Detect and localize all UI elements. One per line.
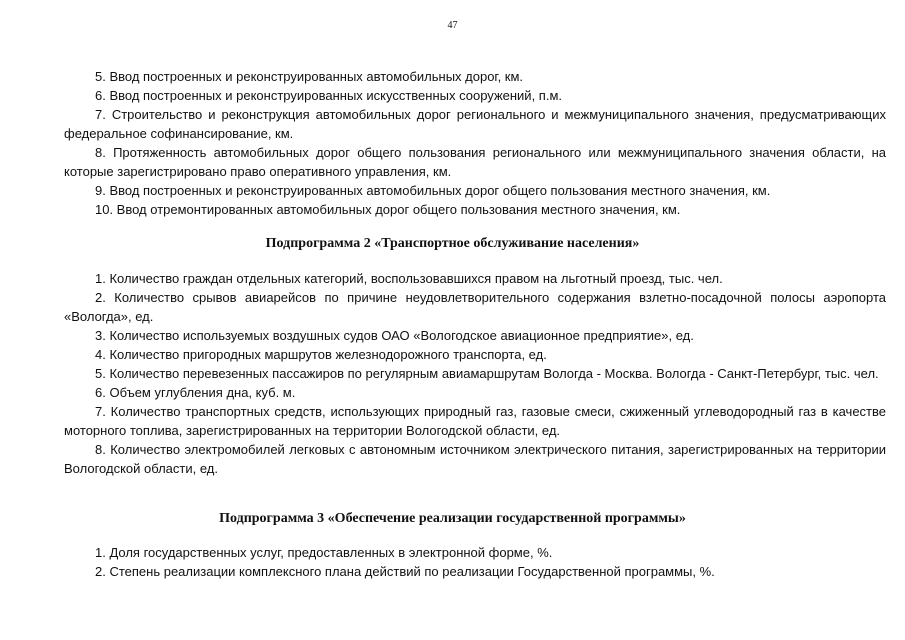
- list-item: 10. Ввод отремонтированных автомобильных дорог общего пользования местного значения, км.: [95, 202, 681, 217]
- subprogram3-list: [64, 543, 886, 581]
- subprogram2-title: Подпрограмма 2 «Транспортное обслуживание населения»: [265, 236, 640, 251]
- list-item: 2. Степень реализации комплексного плана действий по реализации Государственной программы, %.: [95, 564, 715, 579]
- list-item: 5. Ввод построенных и реконструированных автомобильных дорог, км.: [95, 69, 524, 84]
- list-item: 6. Объем углубления дна, куб. м.: [95, 385, 296, 400]
- list-item: 8. Количество электромобилей легковых с автономным источником электрического питания, зарегистрированных на территории Вологодской области, ед.: [64, 442, 886, 476]
- section1-list: [64, 67, 886, 219]
- list-item: 6. Ввод построенных и реконструированных искусственных сооружений, п.м.: [95, 88, 562, 103]
- list-item: 8. Протяженность автомобильных дорог общего пользования регионального или межмуниципального значения области, на которые зарегистрировано право оперативного управления, км.: [64, 145, 886, 179]
- list-item: 7. Строительство и реконструкция автомобильных дорог регионального и межмуниципального значения, предусматривающих федеральное софинансирование, км.: [64, 107, 886, 141]
- list-item: 2. Количество срывов авиарейсов по причине неудовлетворительного содержания взлетно-посадочной полосы аэропорта «Вологда», ед.: [64, 290, 886, 324]
- list-item: 4. Количество пригородных маршрутов железнодорожного транспорта, ед.: [95, 347, 547, 362]
- list-item: 9. Ввод построенных и реконструированных автомобильных дорог общего пользования местного значения, км.: [95, 183, 771, 198]
- list-item: 1. Количество граждан отдельных категорий, воспользовавшихся правом на льготный проезд, тыс. чел.: [95, 271, 723, 286]
- list-item: 3. Количество используемых воздушных судов ОАО «Вологодское авиационное предприятие», ед.: [95, 328, 694, 343]
- subprogram3-title: Подпрограмма 3 «Обеспечение реализации государственной программы»: [219, 511, 686, 526]
- list-item: 5. Количество перевезенных пассажиров по регулярным авиамаршрутам Вологда - Москва. Вологда - Санкт-Петербург, тыс. чел.: [95, 366, 879, 381]
- page-number: 47: [447, 20, 458, 31]
- list-item: 1. Доля государственных услуг, предоставленных в электронной форме, %.: [95, 545, 553, 560]
- subprogram2-list: [64, 269, 886, 478]
- list-item: 7. Количество транспортных средств, использующих природный газ, газовые смеси, сжиженный углеводородный газ в качестве моторного топлива, зарегистрированных на территории Вологодской области, ед.: [64, 404, 886, 438]
